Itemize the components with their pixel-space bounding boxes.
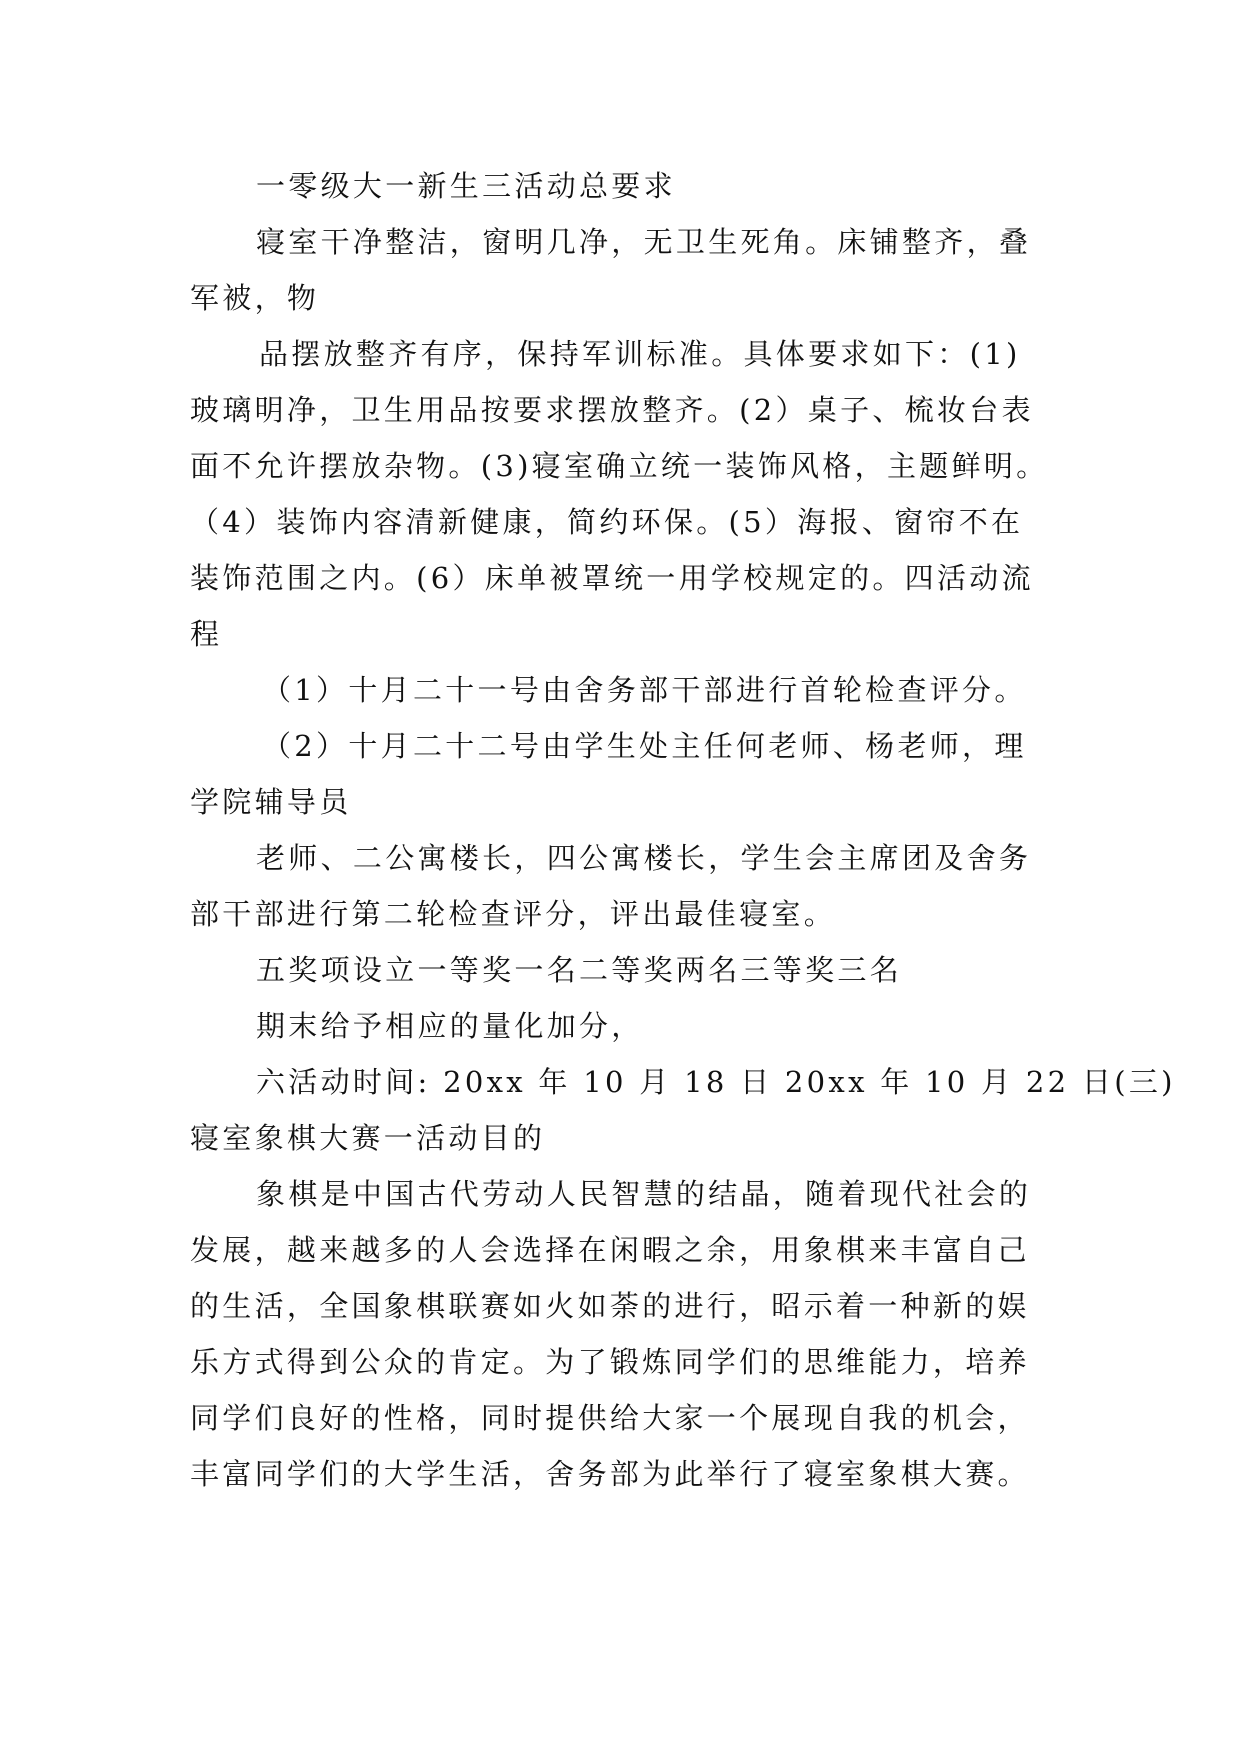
- text-line-23: 同学们良好的性格，同时提供给大家一个展现自我的机会，: [190, 1401, 1030, 1435]
- text-line-8: 装饰范围之内。(6）床单被罩统一用学校规定的。四活动流: [190, 561, 1034, 595]
- text-line-17: 六活动时间: 20xx 年 10 月 18 日 20xx 年 10 月 22 日(三): [256, 1065, 1176, 1099]
- text-line-18: 寝室象棋大赛一活动目的: [190, 1121, 546, 1155]
- text-line-24: 丰富同学们的大学生活，舍务部为此举行了寝室象棋大赛。: [190, 1457, 1030, 1491]
- text-line-14: 部干部进行第二轮检查评分，评出最佳寝室。: [190, 897, 837, 931]
- text-line-12: 学院辅导员: [190, 785, 352, 819]
- text-line-19: 象棋是中国古代劳动人民智慧的结晶，随着现代社会的: [256, 1177, 1032, 1211]
- text-line-1: 一零级大一新生三活动总要求: [256, 169, 676, 203]
- text-line-6: 面不允许摆放杂物。(3)寝室确立统一装饰风格，主题鲜明。: [190, 449, 1049, 483]
- text-line-3: 军被，物: [190, 281, 320, 315]
- text-line-13: 老师、二公寓楼长，四公寓楼长，学生会主席团及舍务: [256, 841, 1032, 875]
- text-line-15: 五奖项设立一等奖一名二等奖两名三等奖三名: [256, 953, 903, 987]
- text-line-11: （2）十月二十二号由学生处主任何老师、杨老师，理: [262, 729, 1027, 763]
- text-line-7: （4）装饰内容清新健康，简约环保。(5）海报、窗帘不在: [190, 505, 1024, 539]
- text-line-22: 乐方式得到公众的肯定。为了锻炼同学们的思维能力，培养: [190, 1345, 1030, 1379]
- text-line-4: 品摆放整齐有序，保持军训标准。具体要求如下：(1): [259, 337, 1021, 371]
- text-line-5: 玻璃明净，卫生用品按要求摆放整齐。(2）桌子、梳妆台表: [190, 393, 1034, 427]
- text-line-21: 的生活，全国象棋联赛如火如荼的进行，昭示着一种新的娱: [190, 1289, 1030, 1323]
- text-line-16: 期末给予相应的量化加分，: [256, 1009, 644, 1043]
- text-line-10: （1）十月二十一号由舍务部干部进行首轮检查评分。: [262, 673, 1027, 707]
- text-line-20: 发展，越来越多的人会选择在闲暇之余，用象棋来丰富自己: [190, 1233, 1030, 1267]
- text-line-2: 寝室干净整洁，窗明几净，无卫生死角。床铺整齐，叠: [256, 225, 1032, 259]
- text-line-9: 程: [190, 617, 223, 651]
